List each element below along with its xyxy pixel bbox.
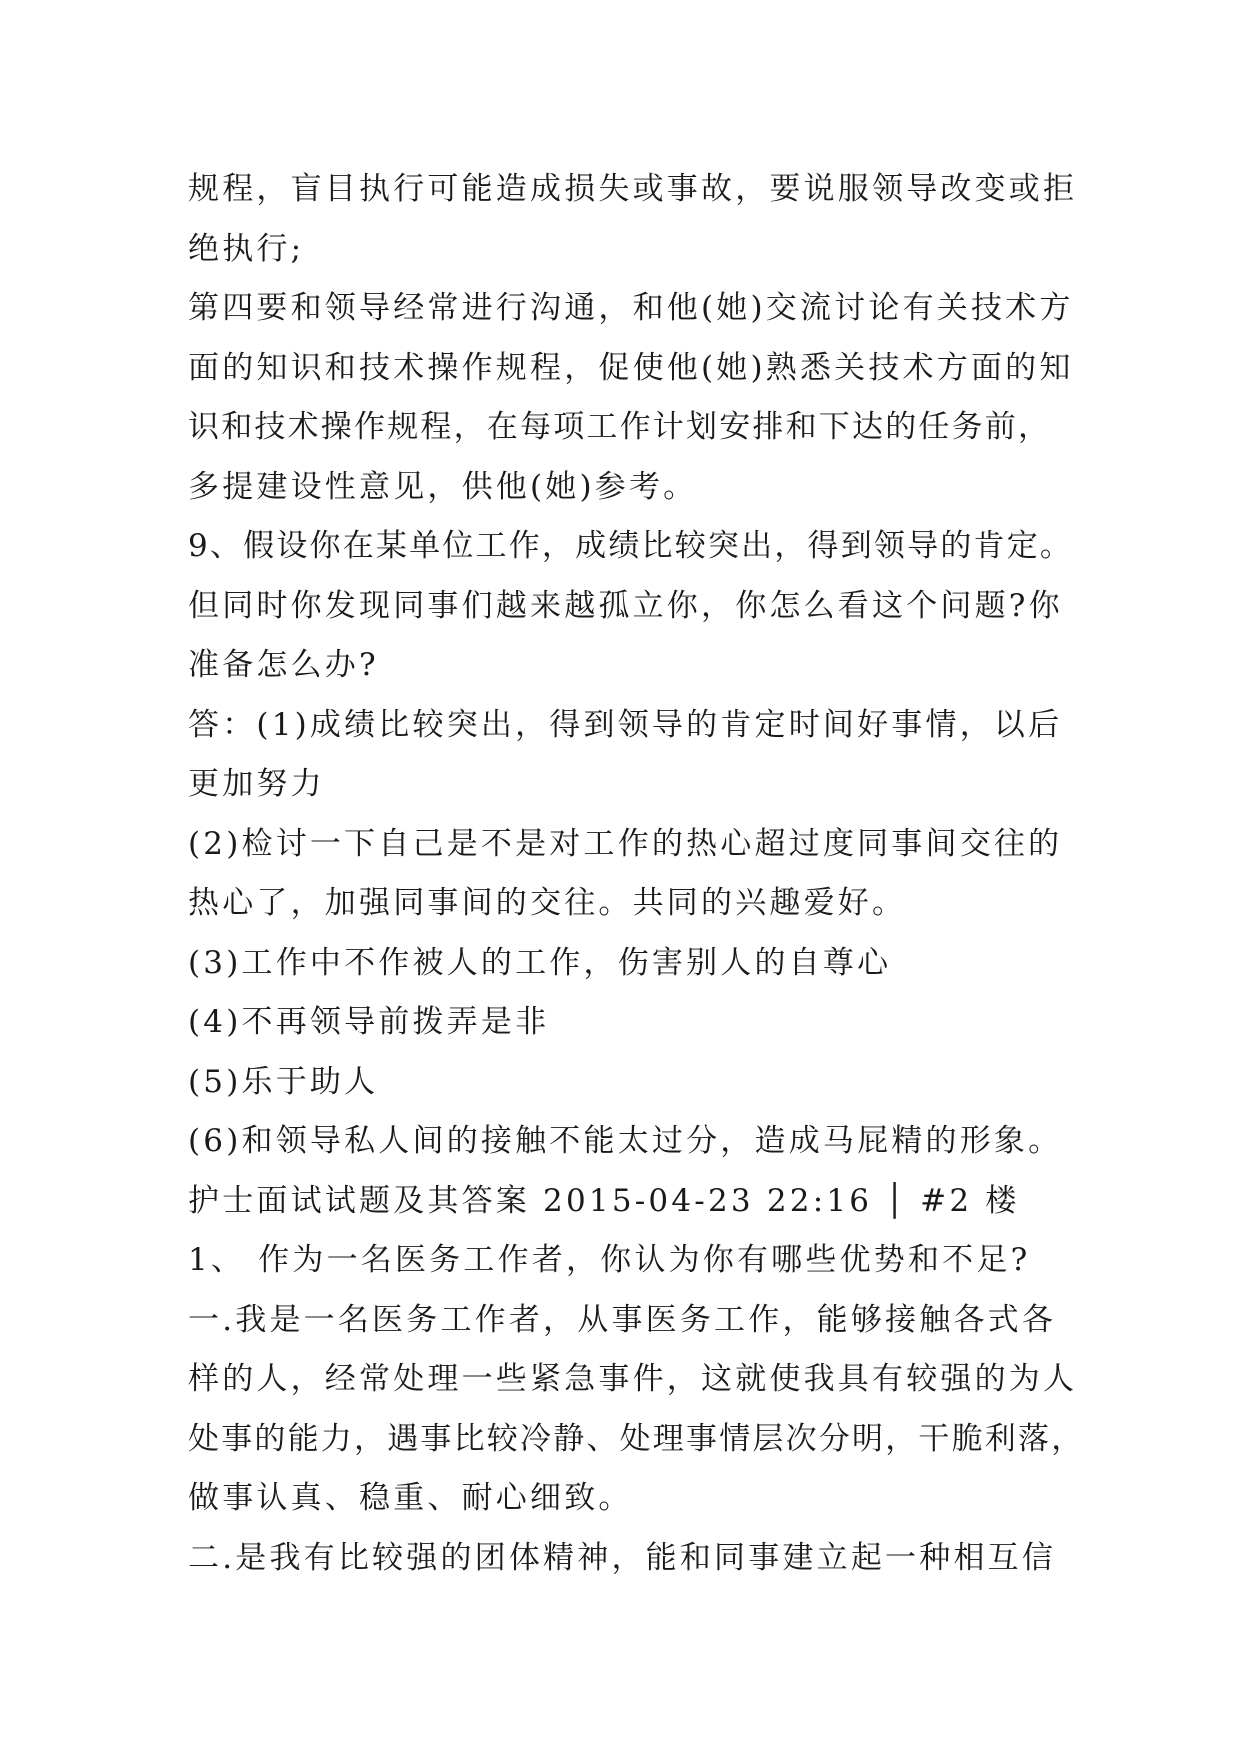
text-line: (2)检讨一下自己是不是对工作的热心超过度同事间交往的 bbox=[188, 825, 1063, 862]
text-line: 二.是我有比较强的团体精神，能和同事建立起一种相互信 bbox=[188, 1539, 1057, 1576]
text-line: 样的人，经常处理一些紧急事件，这就使我具有较强的为人 bbox=[188, 1361, 1078, 1397]
text-line: 做事认真、稳重、耐心细致。 bbox=[188, 1480, 633, 1516]
post-header-line: 护士面试试题及其答案 2015-04-23 22:16 │ #2 楼 bbox=[188, 1182, 1020, 1219]
text-line: 规程，盲目执行可能造成损失或事故，要说服领导改变或拒 bbox=[188, 171, 1078, 207]
text-line: 答：(1)成绩比较突出，得到领导的肯定时间好事情，以后 bbox=[188, 706, 1063, 743]
text-line: (4)不再领导前拨弄是非 bbox=[188, 1004, 550, 1040]
document-body bbox=[188, 160, 1088, 1588]
text-line: 热心了，加强同事间的交往。共同的兴趣爱好。 bbox=[188, 885, 907, 921]
text-line: 更加努力 bbox=[188, 766, 325, 802]
text-line: 处事的能力，遇事比较冷静、处理事情层次分明，干脆利落， bbox=[188, 1420, 1085, 1457]
text-line: 一.我是一名医务工作者，从事医务工作，能够接触各式各 bbox=[188, 1301, 1057, 1338]
text-line: (5)乐于助人 bbox=[188, 1063, 379, 1100]
text-line: 多提建设性意见，供他(她)参考。 bbox=[188, 468, 698, 505]
text-line: 9、假设你在某单位工作，成绩比较突出，得到领导的肯定。 bbox=[188, 528, 1074, 564]
text-line: 1、 作为一名医务工作者，你认为你有哪些优势和不足? bbox=[188, 1242, 1031, 1278]
text-line: 识和技术操作规程，在每项工作计划安排和下达的任务前， bbox=[188, 409, 1052, 445]
text-line: 第四要和领导经常进行沟通，和他(她)交流讨论有关技术方 bbox=[188, 290, 1074, 326]
text-line: (3)工作中不作被人的工作，伤害别人的自尊心 bbox=[188, 944, 892, 981]
text-line: 绝执行; bbox=[188, 230, 305, 267]
text-line: 面的知识和技术操作规程，促使他(她)熟悉关技术方面的知 bbox=[188, 349, 1074, 386]
text-line: (6)和领导私人间的接触不能太过分，造成马屁精的形象。 bbox=[188, 1123, 1063, 1159]
text-line: 准备怎么办? bbox=[188, 647, 379, 683]
text-line: 但同时你发现同事们越来越孤立你，你怎么看这个问题?你 bbox=[188, 587, 1063, 624]
